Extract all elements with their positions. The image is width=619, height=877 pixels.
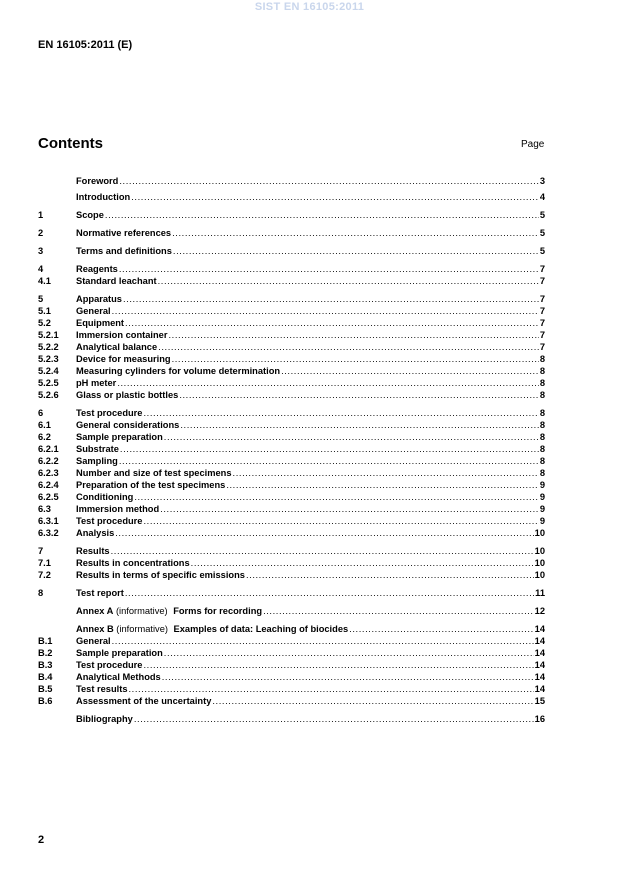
toc-group bbox=[38, 407, 545, 539]
dot-leader bbox=[111, 545, 534, 557]
toc-entry[interactable] bbox=[38, 647, 545, 659]
dot-leader bbox=[119, 175, 538, 187]
toc-entry-page: 8 bbox=[539, 378, 545, 388]
toc-entry-page: 7 bbox=[539, 330, 545, 340]
toc-entry-page: 9 bbox=[539, 492, 545, 502]
toc-entry-page: 14 bbox=[534, 672, 545, 682]
dot-leader bbox=[226, 479, 539, 491]
dot-leader bbox=[246, 569, 534, 581]
toc-entry-page: 14 bbox=[534, 624, 545, 634]
toc-entry-title: Sample preparation bbox=[76, 432, 163, 442]
toc-entry-title-group bbox=[76, 569, 245, 581]
toc-entry-annex-title: Examples of data: Leaching of biocides bbox=[173, 624, 349, 634]
toc-group bbox=[38, 245, 545, 257]
toc-entry-page: 7 bbox=[539, 318, 545, 328]
toc-entry-number: 2 bbox=[38, 228, 44, 238]
toc-entry[interactable] bbox=[38, 557, 545, 569]
footer-page-number: 2 bbox=[38, 834, 45, 846]
toc-entry[interactable] bbox=[38, 341, 545, 353]
toc-entry-title-group bbox=[76, 329, 167, 341]
toc-entry-title-group bbox=[76, 305, 111, 317]
dot-leader bbox=[179, 389, 539, 401]
toc-entry-title-group bbox=[76, 245, 172, 257]
toc-entry-title: Glass or plastic bottles bbox=[76, 390, 179, 400]
toc-entry[interactable] bbox=[38, 431, 545, 443]
toc-entry-number: B.5 bbox=[38, 684, 53, 694]
toc-entry-title-group bbox=[76, 275, 157, 287]
toc-entry[interactable] bbox=[38, 305, 545, 317]
toc-entry-title: Bibliography bbox=[76, 714, 133, 724]
toc-entry-page: 12 bbox=[534, 606, 545, 616]
toc-entry-number: 6.3.1 bbox=[38, 516, 59, 526]
dot-leader bbox=[172, 353, 539, 365]
toc-entry[interactable] bbox=[38, 713, 545, 725]
toc-entry-number: 6 bbox=[38, 408, 44, 418]
dot-leader bbox=[180, 419, 538, 431]
dot-leader bbox=[164, 647, 534, 659]
toc-entry-title-group bbox=[76, 557, 190, 569]
toc-entry-title: Normative references bbox=[76, 228, 172, 238]
toc-entry-title: Analysis bbox=[76, 528, 115, 538]
toc-group bbox=[38, 191, 545, 203]
dot-leader bbox=[168, 329, 538, 341]
toc-entry-title: Analytical balance bbox=[76, 342, 158, 352]
toc-entry-title: Standard leachant bbox=[76, 276, 157, 286]
toc-entry-page: 10 bbox=[534, 546, 545, 556]
toc-entry-page: 8 bbox=[539, 456, 545, 466]
toc-entry-title: Sample preparation bbox=[76, 648, 163, 658]
toc-entry-number: B.6 bbox=[38, 696, 53, 706]
toc-entry-title-group bbox=[76, 365, 280, 377]
toc-entry-title-group bbox=[76, 683, 128, 695]
toc-entry-number: 6.3 bbox=[38, 504, 51, 514]
toc-entry-title-group bbox=[76, 527, 114, 539]
toc-group bbox=[38, 263, 545, 287]
toc-entry-title-group bbox=[76, 419, 179, 431]
toc-entry[interactable] bbox=[38, 365, 545, 377]
toc-entry[interactable] bbox=[38, 263, 545, 275]
toc-entry[interactable] bbox=[38, 293, 545, 305]
toc-entry-title: Equipment bbox=[76, 318, 125, 328]
page-title: Contents bbox=[38, 135, 103, 152]
toc-entry[interactable] bbox=[38, 245, 545, 257]
toc-entry[interactable] bbox=[38, 623, 545, 635]
toc-entry-page: 15 bbox=[534, 696, 545, 706]
dot-leader bbox=[125, 587, 534, 599]
toc-entry[interactable] bbox=[38, 419, 545, 431]
dot-leader bbox=[143, 515, 538, 527]
toc-entry[interactable] bbox=[38, 683, 545, 695]
toc-entry-title-group bbox=[76, 467, 232, 479]
toc-entry-page: 7 bbox=[539, 276, 545, 286]
toc-entry-number: 5.2.3 bbox=[38, 354, 59, 364]
dot-leader bbox=[134, 713, 534, 725]
toc-entry-page: 8 bbox=[539, 408, 545, 418]
toc-entry-number: 7.2 bbox=[38, 570, 51, 580]
toc-entry-title: Test procedure bbox=[76, 408, 143, 418]
toc-entry-page: 14 bbox=[534, 636, 545, 646]
toc-entry-page: 11 bbox=[535, 588, 545, 598]
dot-leader bbox=[123, 293, 539, 305]
toc-entry-title: Test results bbox=[76, 684, 128, 694]
toc-entry[interactable] bbox=[38, 353, 545, 365]
toc-entry-title: Immersion method bbox=[76, 504, 160, 514]
toc-entry-page: 7 bbox=[539, 264, 545, 274]
toc-entry[interactable] bbox=[38, 527, 545, 539]
toc-entry[interactable] bbox=[38, 175, 545, 187]
dot-leader bbox=[115, 527, 533, 539]
dot-leader bbox=[119, 263, 539, 275]
toc-entry-title: Reagents bbox=[76, 264, 118, 274]
toc-entry-page: 14 bbox=[534, 660, 545, 670]
dot-leader bbox=[212, 695, 533, 707]
toc-group bbox=[38, 605, 545, 617]
toc-entry[interactable] bbox=[38, 671, 545, 683]
toc-group bbox=[38, 293, 545, 401]
toc-entry-title-group bbox=[76, 341, 157, 353]
toc-entry-title: Assessment of the uncertainty bbox=[76, 696, 212, 706]
toc-entry-title: Test report bbox=[76, 588, 124, 598]
toc-entry-title-group bbox=[76, 659, 142, 671]
toc-entry-number: 5.2 bbox=[38, 318, 51, 328]
dot-leader bbox=[173, 245, 539, 257]
toc-entry-page: 9 bbox=[539, 480, 545, 490]
toc-entry-number: 5.2.1 bbox=[38, 330, 59, 340]
toc-entry-title-group bbox=[76, 443, 119, 455]
toc-entry-title-group bbox=[76, 191, 130, 203]
toc-entry-number: 4.1 bbox=[38, 276, 51, 286]
toc-entry-page: 8 bbox=[539, 366, 545, 376]
toc-entry-page: 10 bbox=[534, 528, 545, 538]
toc-entry-number: 5.2.5 bbox=[38, 378, 59, 388]
toc-entry-title: Substrate bbox=[76, 444, 119, 454]
toc-entry-title: Conditioning bbox=[76, 492, 134, 502]
toc-entry-title-group bbox=[76, 293, 122, 305]
toc-entry-title-group bbox=[76, 175, 118, 187]
toc-entry-title-group bbox=[76, 671, 161, 683]
toc-entry[interactable] bbox=[38, 659, 545, 671]
toc-entry-annex-note: (informative) bbox=[113, 606, 171, 616]
toc-entry-title-group bbox=[76, 515, 142, 527]
table-of-contents bbox=[38, 175, 545, 731]
toc-entry[interactable] bbox=[38, 545, 545, 557]
toc-entry-title-group bbox=[76, 623, 348, 635]
toc-entry-number: 3 bbox=[38, 246, 44, 256]
toc-group bbox=[38, 713, 545, 725]
dot-leader bbox=[158, 341, 539, 353]
dot-leader bbox=[129, 683, 534, 695]
toc-entry-page: 10 bbox=[534, 558, 545, 568]
toc-entry-title-group bbox=[76, 647, 163, 659]
toc-entry[interactable] bbox=[38, 191, 545, 203]
toc-group bbox=[38, 175, 545, 187]
toc-entry-page: 3 bbox=[539, 176, 545, 186]
toc-entry-number: 6.3.2 bbox=[38, 528, 59, 538]
dot-leader bbox=[233, 467, 539, 479]
toc-entry[interactable] bbox=[38, 569, 545, 581]
toc-entry-title-group bbox=[76, 431, 163, 443]
toc-entry-title: Annex A bbox=[76, 606, 114, 616]
toc-entry-title-group bbox=[76, 545, 110, 557]
toc-entry-page: 4 bbox=[539, 192, 545, 202]
toc-entry-number: 5.1 bbox=[38, 306, 51, 316]
toc-entry-number: B.2 bbox=[38, 648, 53, 658]
dot-leader bbox=[119, 455, 539, 467]
toc-group bbox=[38, 623, 545, 707]
dot-leader bbox=[131, 191, 539, 203]
dot-leader bbox=[143, 659, 533, 671]
toc-entry-title: General considerations bbox=[76, 420, 180, 430]
toc-entry-page: 8 bbox=[539, 390, 545, 400]
toc-entry-title: Number and size of test specimens bbox=[76, 468, 232, 478]
toc-entry-title-group bbox=[76, 503, 159, 515]
toc-entry[interactable] bbox=[38, 317, 545, 329]
toc-entry-number: 7.1 bbox=[38, 558, 51, 568]
toc-entry-page: 14 bbox=[534, 648, 545, 658]
toc-entry-title: General bbox=[76, 636, 111, 646]
page-column-label: Page bbox=[521, 139, 545, 150]
toc-entry-title: Annex B bbox=[76, 624, 114, 634]
toc-entry-title: Immersion container bbox=[76, 330, 168, 340]
toc-entry-title: Apparatus bbox=[76, 294, 122, 304]
toc-entry-title-group bbox=[76, 227, 171, 239]
toc-entry-page: 5 bbox=[539, 228, 545, 238]
toc-entry-title: Test procedure bbox=[76, 516, 143, 526]
toc-entry[interactable] bbox=[38, 443, 545, 455]
toc-entry-page: 8 bbox=[539, 444, 545, 454]
toc-entry-number: 1 bbox=[38, 210, 44, 220]
dot-leader bbox=[172, 227, 539, 239]
toc-entry[interactable] bbox=[38, 227, 545, 239]
toc-entry-title-group bbox=[76, 377, 116, 389]
toc-entry[interactable] bbox=[38, 515, 545, 527]
toc-entry-title-group bbox=[76, 209, 104, 221]
toc-entry[interactable] bbox=[38, 467, 545, 479]
dot-leader bbox=[125, 317, 539, 329]
toc-entry-number: 5 bbox=[38, 294, 44, 304]
toc-entry-page: 5 bbox=[539, 246, 545, 256]
toc-entry-title: Preparation of the test specimens bbox=[76, 480, 226, 490]
toc-entry-title: Terms and definitions bbox=[76, 246, 172, 256]
toc-entry-number: 8 bbox=[38, 588, 44, 598]
toc-entry-title-group bbox=[76, 695, 211, 707]
toc-entry[interactable] bbox=[38, 455, 545, 467]
toc-entry-title-group bbox=[76, 479, 225, 491]
toc-entry-title-group bbox=[76, 605, 262, 617]
toc-entry[interactable] bbox=[38, 275, 545, 287]
toc-entry[interactable] bbox=[38, 491, 545, 503]
dot-leader bbox=[263, 605, 534, 617]
toc-entry-number: 6.2 bbox=[38, 432, 51, 442]
toc-group bbox=[38, 209, 545, 221]
toc-entry-title-group bbox=[76, 455, 118, 467]
toc-entry-number: 7 bbox=[38, 546, 44, 556]
toc-entry-title: Device for measuring bbox=[76, 354, 171, 364]
toc-entry-title: Sampling bbox=[76, 456, 118, 466]
toc-entry-page: 7 bbox=[539, 342, 545, 352]
toc-entry-title-group bbox=[76, 389, 178, 401]
toc-entry[interactable] bbox=[38, 605, 545, 617]
toc-entry[interactable] bbox=[38, 503, 545, 515]
watermark: SIST EN 16105:2011 bbox=[254, 1, 365, 13]
toc-entry[interactable] bbox=[38, 695, 545, 707]
toc-entry[interactable] bbox=[38, 389, 545, 401]
dot-leader bbox=[191, 557, 534, 569]
toc-entry[interactable] bbox=[38, 587, 545, 599]
toc-entry-title: Test procedure bbox=[76, 660, 143, 670]
toc-group bbox=[38, 587, 545, 599]
toc-entry-title: Foreword bbox=[76, 176, 119, 186]
toc-entry-title: Results in concentrations bbox=[76, 558, 190, 568]
dot-leader bbox=[112, 305, 539, 317]
dot-leader bbox=[134, 491, 539, 503]
dot-leader bbox=[112, 635, 534, 647]
toc-group bbox=[38, 545, 545, 581]
dot-leader bbox=[105, 209, 539, 221]
dot-leader bbox=[160, 503, 539, 515]
toc-entry-page: 8 bbox=[539, 468, 545, 478]
toc-entry-title: Measuring cylinders for volume determination bbox=[76, 366, 281, 376]
toc-entry-title-group bbox=[76, 713, 133, 725]
toc-entry-page: 10 bbox=[534, 570, 545, 580]
dot-leader bbox=[117, 377, 539, 389]
toc-entry-number: 6.1 bbox=[38, 420, 51, 430]
toc-entry-page: 9 bbox=[539, 516, 545, 526]
toc-entry-title: Results bbox=[76, 546, 110, 556]
toc-entry-number: 6.2.3 bbox=[38, 468, 59, 478]
toc-entry-title: pH meter bbox=[76, 378, 117, 388]
toc-entry-page: 8 bbox=[539, 354, 545, 364]
dot-leader bbox=[158, 275, 539, 287]
toc-entry[interactable] bbox=[38, 479, 545, 491]
dot-leader bbox=[349, 623, 533, 635]
toc-group bbox=[38, 227, 545, 239]
toc-entry-number: 5.2.4 bbox=[38, 366, 59, 376]
toc-entry-title: Analytical Methods bbox=[76, 672, 161, 682]
toc-entry[interactable] bbox=[38, 329, 545, 341]
dot-leader bbox=[120, 443, 539, 455]
toc-entry-number: 6.2.4 bbox=[38, 480, 59, 490]
dot-leader bbox=[281, 365, 539, 377]
toc-entry-page: 8 bbox=[539, 420, 545, 430]
toc-entry-number: B.1 bbox=[38, 636, 53, 646]
dot-leader bbox=[164, 431, 539, 443]
toc-entry-title-group bbox=[76, 407, 142, 419]
toc-entry-page: 8 bbox=[539, 432, 545, 442]
toc-entry-number: B.4 bbox=[38, 672, 53, 682]
toc-entry-title: General bbox=[76, 306, 111, 316]
toc-entry-number: 6.2.2 bbox=[38, 456, 59, 466]
toc-entry-title: Scope bbox=[76, 210, 104, 220]
dot-leader bbox=[143, 407, 538, 419]
toc-entry-number: 4 bbox=[38, 264, 44, 274]
toc-entry-page: 7 bbox=[539, 306, 545, 316]
toc-entry-title-group bbox=[76, 317, 124, 329]
toc-entry-title-group bbox=[76, 353, 171, 365]
toc-entry-annex-title: Forms for recording bbox=[173, 606, 263, 616]
toc-entry-number: 5.2.2 bbox=[38, 342, 59, 352]
toc-entry-number: 5.2.6 bbox=[38, 390, 59, 400]
toc-entry[interactable] bbox=[38, 377, 545, 389]
toc-entry-title-group bbox=[76, 635, 111, 647]
toc-entry-title-group bbox=[76, 491, 133, 503]
toc-entry[interactable] bbox=[38, 635, 545, 647]
toc-entry-title: Results in terms of specific emissions bbox=[76, 570, 245, 580]
toc-entry-title: Introduction bbox=[76, 192, 131, 202]
toc-entry-page: 7 bbox=[539, 294, 545, 304]
toc-entry-page: 16 bbox=[534, 714, 545, 724]
toc-entry-number: 6.2.1 bbox=[38, 444, 59, 454]
toc-entry-title-group bbox=[76, 587, 124, 599]
toc-entry-annex-note: (informative) bbox=[113, 624, 171, 634]
toc-entry[interactable] bbox=[38, 209, 545, 221]
dot-leader bbox=[162, 671, 534, 683]
document-id: EN 16105:2011 (E) bbox=[38, 39, 133, 51]
toc-entry-page: 5 bbox=[539, 210, 545, 220]
toc-entry[interactable] bbox=[38, 407, 545, 419]
toc-entry-title-group bbox=[76, 263, 118, 275]
toc-entry-page: 9 bbox=[539, 504, 545, 514]
toc-entry-number: B.3 bbox=[38, 660, 53, 670]
toc-entry-page: 14 bbox=[534, 684, 545, 694]
toc-entry-number: 6.2.5 bbox=[38, 492, 59, 502]
